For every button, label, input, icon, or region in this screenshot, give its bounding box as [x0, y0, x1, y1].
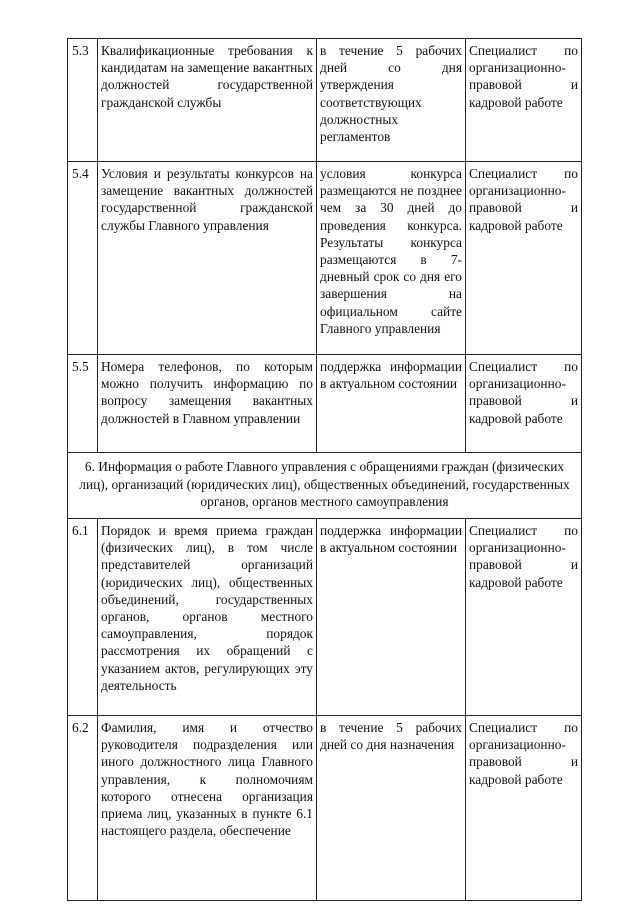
requirement-cell: Условия и результаты конкурсов на замещение вакантных должностей государственной гражданской службы Главного управления — [98, 162, 317, 355]
section-heading: 6. Информация о работе Главного управления с обращениями граждан (физических лиц), организаций (юридических лиц), общественных объединений, государственных органов, органов местного самоуправления — [68, 453, 582, 519]
requirement-cell: Порядок и время приема граждан (физических лиц), в том числе представителей организаций (юридических лиц), общественных объединений, государственных органов, органов местного самоуправления, порядок рассмотрения их обращений с указанием актов, регулирующих эту деятельность — [98, 519, 317, 716]
term-cell: условия конкурса размещаются не позднее чем за 30 дней до проведения конкурса. Результаты конкурса размещаются в 7-дневный срок со дня его завершения на официальном сайте Главного управления — [317, 162, 466, 355]
table-row — [68, 162, 582, 355]
table-row — [68, 716, 582, 901]
table-row — [68, 355, 582, 453]
term-cell: поддержка информации в актуальном состоянии — [317, 355, 466, 453]
term-cell: поддержка информации в актуальном состоянии — [317, 519, 466, 716]
requirement-cell: Номера телефонов, по которым можно получить информацию по вопросу замещения вакантных должностей в Главном управлении — [98, 355, 317, 453]
row-number: 6.1 — [68, 519, 98, 716]
responsible-cell: Специалист по организационно-правовой и кадровой работе — [466, 716, 582, 901]
row-number: 5.5 — [68, 355, 98, 453]
responsible-cell: Специалист по организационно-правовой и кадровой работе — [466, 519, 582, 716]
responsible-cell: Специалист по организационно-правовой и кадровой работе — [466, 162, 582, 355]
table-row — [68, 39, 582, 162]
term-cell: в течение 5 рабочих дней со дня назначения — [317, 716, 466, 901]
table-row — [68, 519, 582, 716]
responsible-cell: Специалист по организационно-правовой и кадровой работе — [466, 355, 582, 453]
term-cell: в течение 5 рабочих дней со дня утверждения соответствующих должностных регламентов — [317, 39, 466, 162]
row-number: 5.3 — [68, 39, 98, 162]
section-heading-row — [68, 453, 582, 519]
row-number: 5.4 — [68, 162, 98, 355]
responsible-cell: Специалист по организационно-правовой и кадровой работе — [466, 39, 582, 162]
requirement-cell: Квалификационные требования к кандидатам на замещение вакантных должностей государственной гражданской службы — [98, 39, 317, 162]
row-number: 6.2 — [68, 716, 98, 901]
requirement-cell: Фамилия, имя и отчество руководителя подразделения или иного должностного лица Главного управления, к полномочиям которого отнесена организация приема лиц, указанных в пункте 6.1 настоящего раздела, обеспечение — [98, 716, 317, 901]
disclosure-table — [67, 38, 582, 901]
